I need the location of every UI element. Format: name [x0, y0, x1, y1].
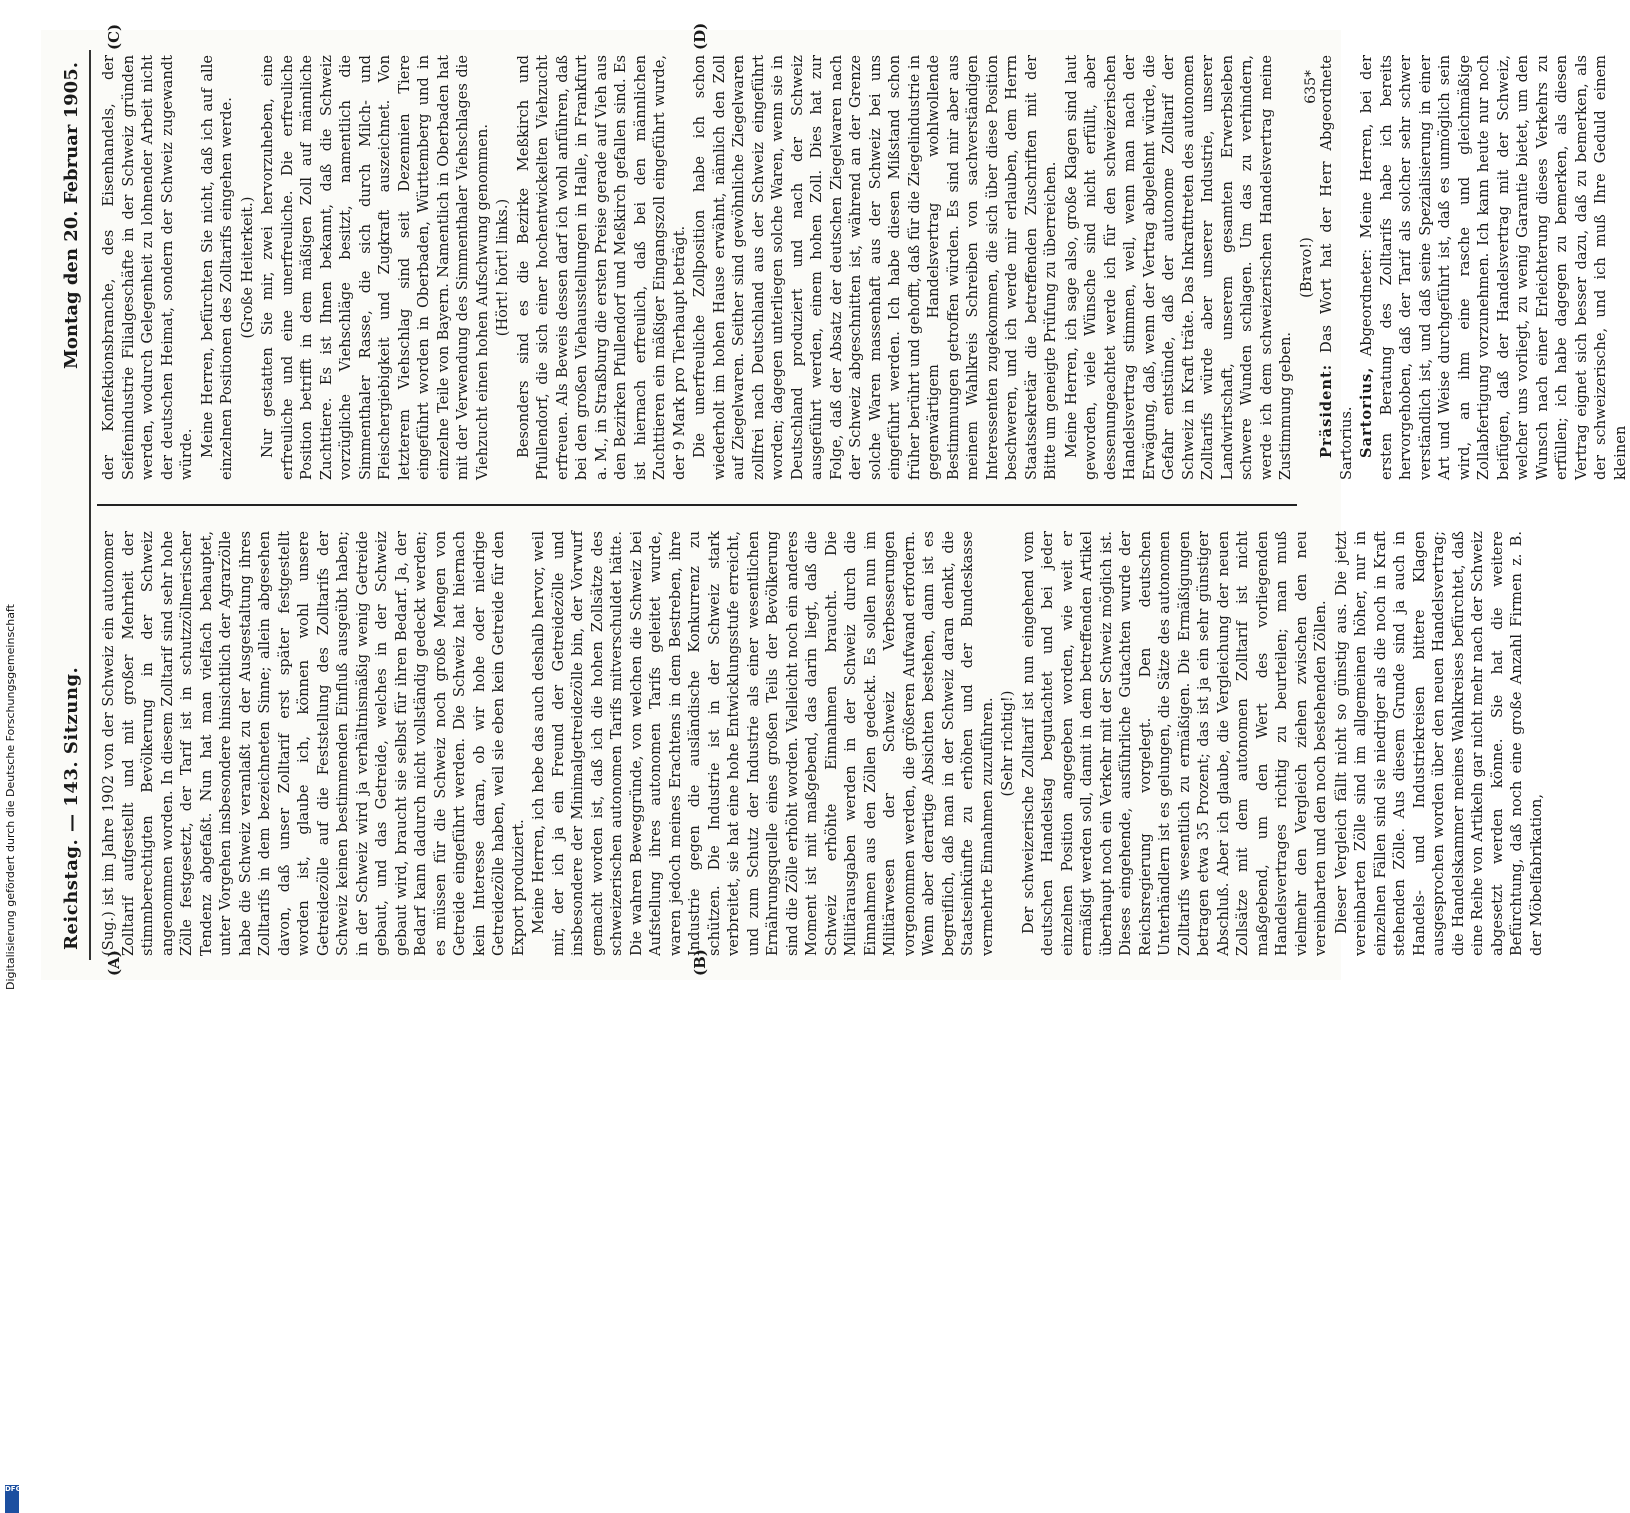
- paragraph: (Sug.) ist im Jahre 1902 von der Schweiz ein autonomer Zolltarif aufgestellt und mit großer Mehrheit der stimmberechtigten Bevölkerung in der Schweiz angenommen worden. In diesem Zolltarif sind sehr hohe Zölle festgesetzt, der Tarif ist in schutzzöllnerischer Tendenz abgefaßt. Nun hat man vielfach behauptet, unter Vorgehen insbesondere hinsichtlich der Agrarzölle habe die Schweiz veranlaßt zu der Ausgestaltung ihres Zolltarifs in dem bezeichneten Sinne; allein abgesehen davon, daß unser Zolltarif erst später festgestellt worden ist, glaube ich, können wohl unsere Getreidezölle auf die Feststellung des Zolltarifs der Schweiz keinen bestimmenden Einfluß ausgeübt haben; in der Schweiz wird ja verhältnismäßig wenig Getreide gebaut, und das Getreide, welches in der Schweiz gebaut wird, braucht sie selbst für ihren Bedarf. Ja, der Bedarf kann dadurch nicht vollständig gedeckt werden; es müssen für die Schweiz noch große Mengen von Getreide eingeführt werden. Die Schweiz hat hiernach kein Interesse daran, ob wir hohe oder niedrige Getreidezölle haben, weil sie eben kein Getreide für den Export produziert.: [100, 531, 527, 956]
- dfg-sidebar: [4, 520, 22, 1493]
- speaker-paragraph: [1357, 55, 1630, 480]
- page-header: [41, 30, 81, 980]
- header-date: Montag den 20. Februar 1905.: [61, 62, 82, 370]
- paragraph: Meine Herren, ich sage also, große Klagen sind laut geworden, viele Wünsche sind nicht erfüllt, aber dessenungeachtet werde ich für den schweizerischen Handelsvertrag stimmen, weil, wenn man nach der Erwägung, daß, wenn der Vertrag abgelehnt würde, die Gefahr entstünde, daß der autonome Zolltarif der Schweiz in Kraft träte. Das Inkrafttreten des autonomen Zolltarifs würde aber unserer Industrie, unserer Landwirtschaft, unserem gesamten Erwerbsleben schwere Wunden schlagen. Um das zu verhindern, werde ich dem schweizerischen Handelsvertrag meine Zustimmung geben.: [1062, 55, 1294, 480]
- header-session-title: Reichstag. — 143. Sitzung.: [61, 666, 82, 950]
- paragraph: Besonders sind es die Bezirke Meßkirch und Pfullendorf, die sich einer hochentwickelten Viehzucht erfreuen. Als Beweis dessen darf ich wohl anführen, daß bei den großen Viehausstellungen in Halle, in Frankfurt a. M., in Straßburg die ersten Preise gerade auf Vieh aus den Bezirken Pfullendorf und Meßkirch gefallen sind. Es ist hiernach erfreulich, daß bei den männlichen Zuchttieren ein mäßiger Eingangszoll eingeführt wurde, der 9 Mark pro Tierhaupt beträgt.: [514, 55, 688, 480]
- paragraph: Die unerfreuliche Zollposition habe ich schon wiederholt im hohen Hause erwähnt, nämlich den Zoll auf Ziegelwaren. Seither sind gewöhnliche Ziegelwaren zollfrei nach Deutschland aus der Schweiz eingeführt worden; dagegen unterliegen solche Waren, wenn sie in Deutschland produziert und nach der Schweiz ausgeführt werden, einem hohen Zoll. Dies hat zur Folge, daß der Absatz der deutschen Ziegelwaren nach der Schweiz abgeschnitten ist, während an der Grenze solche Waren massenhaft aus der Schweiz bei uns eingeführt werden. Ich habe diesen Mißstand schon früher berührt und gehofft, daß für die Ziegelindustrie in gegenwärtigem Handelsvertrag wohlwollende Bestimmungen getroffen würden. Es sind mir aber aus meinem Wahlkreis Schreiben von sachverständigen Interessenten zugekommen, die sich über diese Position beschweren, und ich werde mir erlauben, dem Herrn Staatssekretär die betreffenden Zuschriften mit der Bitte um geneigte Prüfung zu überreichen.: [691, 55, 1059, 480]
- speaker-name: Sartorius,: [1358, 366, 1375, 458]
- speaker-text: Das Wort hat der Herr Abgeordnete Sartorius.: [1318, 55, 1355, 480]
- speaker-text: Abgeordneter: Meine Herren, bei der ersten Beratung des Zolltarifs habe ich bereits hervorgehoben, daß der Tarif als solcher sehr schwer verständlich ist, und daß seine Spezialisierung in einer Art und Weise durchgeführt ist, daß es unmöglich sein wird, an ihm eine rasche und gleichmäßige Zollabfertigung vorzunehmen. Ich kann heute nur noch beifügen, daß der Handelsvertrag mit der Schweiz, welcher uns vorliegt, zu wenig Garantie bietet, um den Wunsch nach einer Erleichterung dieses Verkehrs zu erfüllen; ich habe dagegen zu bemerken, als diesen Vertrag eignet sich besser dazu, daß zu bemerken, als der schweizerische, und ich muß Ihre Geduld einem kleinen: [1358, 55, 1629, 480]
- interjection: (Hört! hört! links.): [494, 198, 511, 337]
- dfg-credit-text: Digitalisierung gefördert durch die Deutsche Forschungsgemeinschaft: [4, 604, 17, 990]
- speaker-name: Präsident:: [1318, 363, 1335, 458]
- paragraph: Nur gestatten Sie mir, zwei hervorzuheben, eine erfreuliche und eine unerfreuliche. Die erfreuliche Position betrifft in dem mäßigen Zoll auf männliche Zuchttiere. Es ist Ihnen bekannt, daß die Schweiz vorzügliche Viehschläge besitzt, namentlich die Simmenthaler Rasse, die sich durch Milch- und Fleischergiebigkeit und Zugkraft auszeichnet. Von letzterem Viehschlag sind seit Dezennien Tiere eingeführt worden in Oberbaden, Württemberg und in einzelne Teile von Bayern. Namentlich in Oberbaden hat mit der Verwendung des Simmenthaler Viehschlages die Viehzucht einen hohen Aufschwung genommen.: [259, 55, 491, 480]
- speaker-paragraph: [1317, 55, 1356, 480]
- interjection: (Bravo!): [1297, 237, 1315, 298]
- column-divider: [97, 504, 1297, 506]
- margin-marker-c: (C): [105, 23, 123, 50]
- paragraph: Meine Herren, befürchten Sie nicht, daß ich auf alle einzelnen Positionen des Zolltarifs eingehen werde.: [198, 55, 235, 480]
- paragraph: Der schweizerische Zolltarif ist nun eingehend vom deutschen Handelstag begutachtet und bei jeder einzelnen Position angegeben worden, wie weit er ermäßigt werden soll, damit in dem betreffenden Artikel überhaupt noch ein Verkehr mit der Schweiz möglich ist. Dieses eingehende, ausführliche Gutachten wurde der Reichsregierung vorgelegt. Den deutschen Unterhändlern ist es gelungen, die Sätze des autonomen Zolltarifs wesentlich zu ermäßigen. Die Ermäßigungen betragen etwa 35 Prozent; das ist ja ein sehr günstiger Abschluß. Aber ich glaube, die Vergleichung der neuen Zollsätze mit dem autonomen Zolltarif ist nicht maßgebend, um den Wert des vorliegenden Handelsvertrages richtig zu beurteilen; man muß vielmehr den Vergleich ziehen zwischen den neu vereinbarten und den noch bestehenden Zöllen.: [1019, 531, 1329, 956]
- paragraph: der Konfektionsbranche, des Eisenhandels, der Seifenindustrie Filialgeschäfte in der Schweiz gründen werden, wodurch Gelegenheit zu lohnender Arbeit nicht der deutschen Heimat, sondern der Schweiz zugewandt würde.: [100, 55, 195, 480]
- interjection: (Sehr richtig!): [999, 690, 1016, 797]
- dfg-logo: DFG: [5, 1485, 19, 1513]
- rotated-newspaper-page: [41, 22, 1629, 980]
- margin-marker-d: (D): [691, 22, 709, 50]
- paragraph: Meine Herren, ich hebe das auch deshalb hervor, weil mir, der ich ja ein Freund der Getreidezölle und insbesondere der Minimalgetreidezölle bin, der Vorwurf gemacht worden ist, daß ich die hohen Zollsätze des schweizerischen autonomen Tarifs mitverschuldet hätte. Die wahren Beweggründe, von welchen die Schweiz bei Aufstellung ihres autonomen Tarifs geleitet wurde, waren jedoch meines Erachtens in dem Bestreben, ihre Industrie gegen die ausländische Konkurrenz zu schützen. Die Industrie ist in der Schweiz stark verbreitet, sie hat eine hohe Entwicklungsstufe erreicht, und zum Schutz der Industrie als einer wesentlichen Ernährungsquelle eines großen Teils der Bevölkerung sind die Zölle erhöht worden. Vielleicht noch ein anderes Moment ist mit maßgebend, das darin liegt, daß die Schweiz erhöhte Einnahmen braucht. Die Militärausgaben werden in der Schweiz durch die Einnahmen aus den Zöllen gedeckt. Es sollen nun im Militärwesen der Schweiz Verbesserungen vorgenommen werden, die größeren Aufwand erfordern. Wenn aber derartige Absichten bestehen, dann ist es begreiflich, daß man in der Schweiz daran denkt, die Staatseinkünfte zu erhöhen und der Bundeskasse vermehrte Einnahmen zuzuführen.: [530, 531, 996, 956]
- interjection: (Große Heiterkeit.): [238, 196, 256, 339]
- signature-mark: 635*: [1303, 70, 1319, 104]
- left-text-column: [99, 531, 1545, 956]
- margin-marker-b: (B): [691, 949, 709, 976]
- header-rule: [89, 50, 91, 960]
- margin-marker-a: (A): [105, 950, 123, 976]
- paragraph: Dieser Vergleich fällt nicht so günstig aus. Die jetzt vereinbarten Zölle sind im allgemeinen höher, nur in einzelnen Fällen sind sie niedriger als die noch in Kraft stehenden Zölle. Aus diesem Grunde sind ja auch in Handels- und Industriekreisen bittere Klagen ausgesprochen worden über den neuen Handelsvertrag; die Handelskammer meines Wahlkreises befürchtet, daß eine Reihe von Artikeln gar nicht mehr nach der Schweiz abgesetzt werden könne. Sie hat die weitere Befürchtung, daß noch eine große Anzahl Firmen z. B. der Möbelfabrikation,: [1332, 531, 1545, 956]
